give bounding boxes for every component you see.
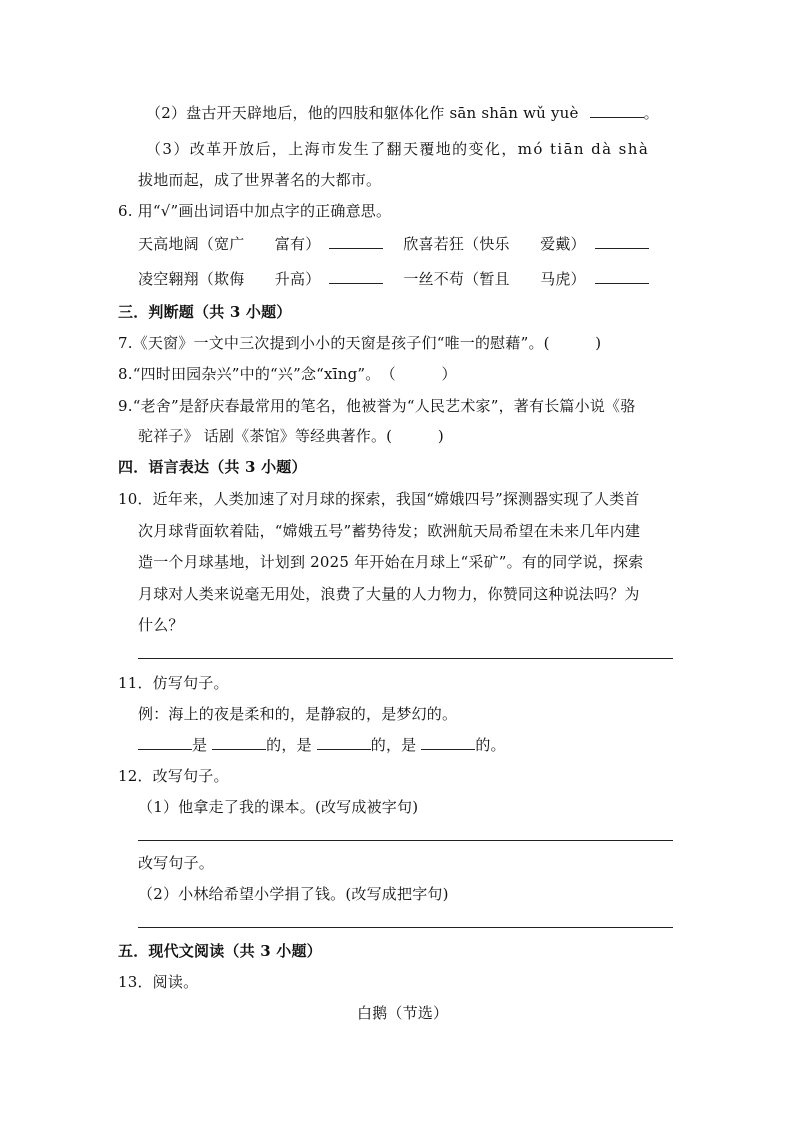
answer-blank[interactable] (595, 269, 649, 284)
q11-part1: 是 (192, 736, 208, 754)
answer-blank[interactable] (212, 735, 266, 750)
q13: 13．阅读。 (118, 973, 199, 991)
section-5-title: 五．现代文阅读（共 3 小题） (118, 942, 322, 960)
q9-line2: 驼祥子》 话剧《茶馆》等经典著作。( ) (138, 427, 444, 445)
q11: 11．仿写句子。 (118, 674, 229, 692)
q11-part3: 的，是 (370, 736, 417, 754)
q5-item2 (146, 103, 659, 123)
q12-item1: （1）他拿走了我的课本。(改写成被字句) (138, 798, 419, 816)
q5-item3-line1: （3）改革开放后，上海市发生了翻天覆地的变化，mó tiān dà shà (146, 140, 650, 158)
q10-line3: 造一个月球基地，计划到 2025 年开始在月球上“采矿”。有的同学说，探索 (138, 553, 644, 571)
answer-blank[interactable] (590, 103, 644, 118)
section-4-title: 四．语言表达（共 3 小题） (118, 458, 307, 476)
answer-line-q12-2[interactable] (138, 927, 673, 928)
q10-line5: 什么？ (138, 616, 184, 634)
q6-word3: 凌空翱翔（欺侮 升高） (138, 270, 321, 288)
q6-stem: 6. 用“√”画出词语中加点字的正确意思。 (118, 202, 392, 220)
q6-row1 (138, 234, 649, 254)
q6-row2 (138, 269, 649, 289)
answer-line-q10[interactable] (138, 658, 673, 659)
q12: 12．改写句子。 (118, 767, 229, 785)
q9-line1: 9.“老舍”是舒庆春最常用的笔名，他被誉为“人民艺术家”，著有长篇小说《骆 (118, 397, 636, 415)
q8: 8.“四时田园杂兴”中的“兴”念“xīng”。 （ ） (118, 365, 457, 383)
section-3-title: 三．判断题（共 3 小题） (118, 303, 292, 321)
q11-example: 例：海上的夜是柔和的，是静寂的，是梦幻的。 (138, 705, 458, 723)
q5-item2-text: （2）盘古开天辟地后，他的四肢和躯体化作 sān shān wǔ yuè (146, 104, 579, 122)
q5-item3-line2: 拔地而起，成了世界著名的大都市。 (138, 171, 382, 189)
answer-blank[interactable] (595, 234, 649, 249)
q6-word4: 一丝不苟（暂且 马虎） (403, 270, 586, 288)
q12-item2: （2）小林给希望小学捐了钱。(改写成把字句) (138, 885, 449, 903)
q10-line4: 月球对人类来说毫无用处，浪费了大量的人力物力，你赞同这种说法吗？为 (138, 585, 640, 603)
answer-blank[interactable] (421, 735, 475, 750)
answer-blank[interactable] (329, 269, 383, 284)
q12-repeat: 改写句子。 (138, 854, 215, 872)
answer-blank[interactable] (329, 234, 383, 249)
q10-line2: 次月球背面软着陆，“嫦娥五号”蓄势待发；欧洲航天局希望在未来几年内建 (138, 522, 641, 540)
answer-blank[interactable] (317, 735, 371, 750)
q11-part4: 的。 (475, 736, 506, 754)
passage-title: 白鹅（节选） (357, 1004, 449, 1022)
answer-blank[interactable] (138, 735, 192, 750)
q11-template (138, 735, 506, 755)
q10-line1: 10．近年来，人类加速了对月球的探索，我国“嫦娥四号”探测器实现了人类首 (118, 490, 640, 508)
q6-word1: 天高地阔（宽广 富有） (138, 235, 321, 253)
q11-part2: 的，是 (266, 736, 312, 754)
q7: 7.《天窗》一文中三次提到小小的天窗是孩子们“唯一的慰藉”。( ) (118, 334, 602, 352)
q6-word2: 欣喜若狂（快乐 爱戴） (403, 235, 586, 253)
q5-item2-tail: 。 (643, 104, 659, 122)
answer-line-q12-1[interactable] (138, 840, 673, 841)
